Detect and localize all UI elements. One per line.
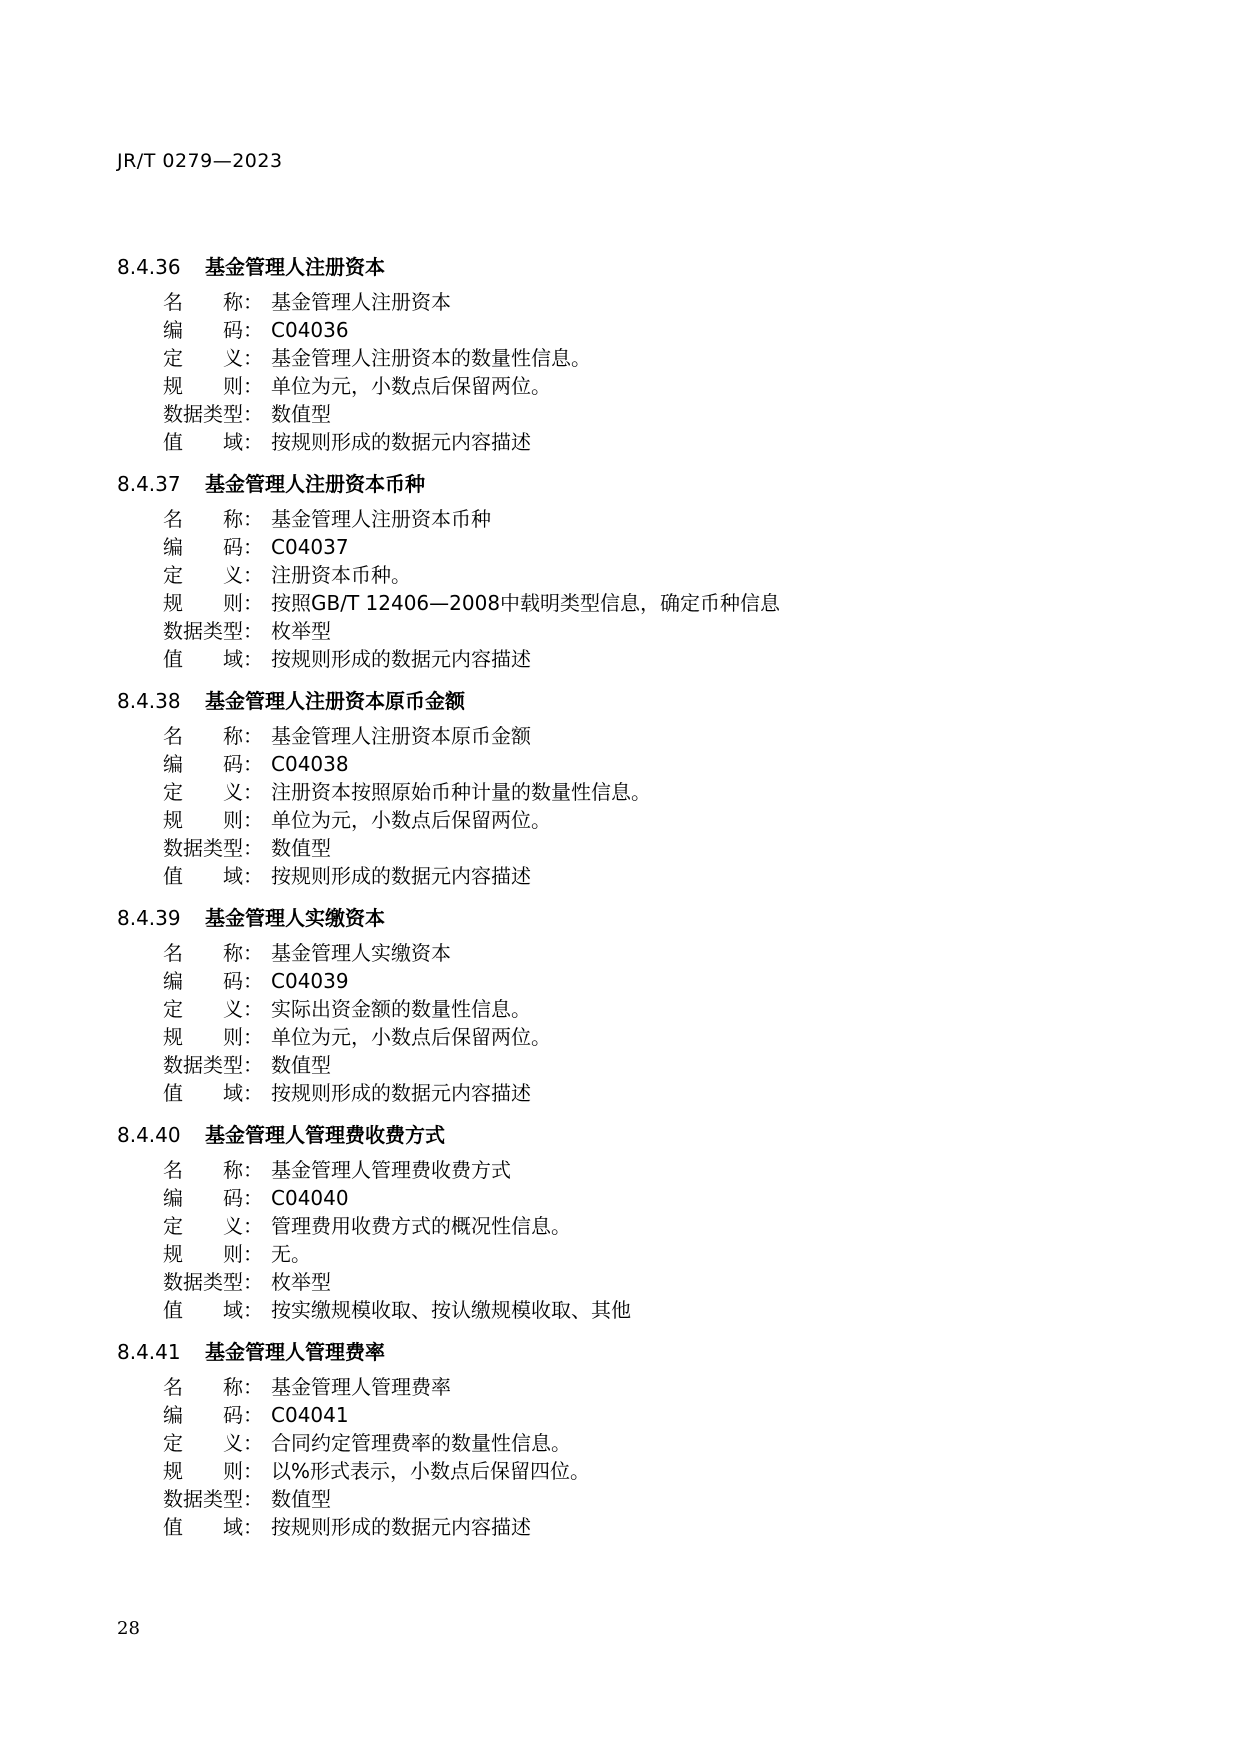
section-fields [163,1156,1127,1324]
field-value: 枚举型 [271,1270,331,1294]
field-label: 编 码： [163,318,263,342]
field-name [163,1156,1127,1184]
field-label: 值 域： [163,1515,263,1539]
field-data-type [163,400,1127,428]
field-code [163,1184,1127,1212]
field-value: 管理费用收费方式的概况性信息。 [271,1214,571,1238]
field-rule [163,589,1127,617]
field-code [163,967,1127,995]
section-title: 基金管理人管理费收费方式 [205,1123,445,1147]
field-label: 编 码： [163,1186,263,1210]
field-value: 数值型 [271,1487,331,1511]
section-fields [163,288,1127,456]
field-label: 定 义： [163,563,263,587]
field-value: 数值型 [271,1053,331,1077]
field-value-domain [163,1296,1127,1324]
field-label: 规 则： [163,1459,263,1483]
field-label: 编 码： [163,1403,263,1427]
field-label: 值 域： [163,647,263,671]
section-heading [117,1118,1127,1152]
section-fields [163,1373,1127,1541]
field-label: 编 码： [163,969,263,993]
field-value: 无。 [271,1242,311,1266]
field-value: 按规则形成的数据元内容描述 [271,647,531,671]
field-rule [163,372,1127,400]
field-value: 基金管理人管理费率 [271,1375,451,1399]
section-fields [163,722,1127,890]
field-value-domain [163,1079,1127,1107]
data-element-section [117,250,1127,456]
field-rule [163,1023,1127,1051]
field-value: 单位为元，小数点后保留两位。 [271,374,551,398]
section-number: 8.4.40 [117,1123,181,1147]
section-heading [117,250,1127,284]
field-value: 注册资本按照原始币种计量的数量性信息。 [271,780,651,804]
field-value: 按规则形成的数据元内容描述 [271,1515,531,1539]
data-element-section [117,901,1127,1107]
field-label: 值 域： [163,1298,263,1322]
field-value: 基金管理人注册资本 [271,290,451,314]
field-value: 基金管理人实缴资本 [271,941,451,965]
field-name [163,505,1127,533]
field-data-type [163,834,1127,862]
field-label: 值 域： [163,1081,263,1105]
field-value: 按照GB/T 12406—2008中载明类型信息，确定币种信息 [271,591,781,615]
field-label: 名 称： [163,290,263,314]
section-title: 基金管理人管理费率 [205,1340,385,1364]
section-heading [117,684,1127,718]
field-label: 数据类型： [163,619,263,643]
field-label: 值 域： [163,864,263,888]
field-rule [163,806,1127,834]
field-name [163,722,1127,750]
field-value-domain [163,645,1127,673]
section-heading [117,467,1127,501]
field-code [163,533,1127,561]
section-number: 8.4.41 [117,1340,181,1364]
field-rule [163,1240,1127,1268]
field-data-type [163,1051,1127,1079]
section-number: 8.4.38 [117,689,181,713]
field-label: 定 义： [163,1431,263,1455]
section-title: 基金管理人实缴资本 [205,906,385,930]
field-label: 名 称： [163,724,263,748]
field-label: 定 义： [163,780,263,804]
field-label: 值 域： [163,430,263,454]
section-number: 8.4.36 [117,255,181,279]
section-number: 8.4.39 [117,906,181,930]
field-label: 规 则： [163,591,263,615]
field-definition [163,344,1127,372]
field-value-domain [163,862,1127,890]
field-value: 以%形式表示，小数点后保留四位。 [271,1459,591,1483]
field-value: C04038 [271,752,349,776]
field-code [163,750,1127,778]
field-value: 合同约定管理费率的数量性信息。 [271,1431,571,1455]
field-value: 数值型 [271,402,331,426]
field-label: 规 则： [163,374,263,398]
field-label: 数据类型： [163,402,263,426]
section-title: 基金管理人注册资本原币金额 [205,689,465,713]
field-data-type [163,617,1127,645]
field-value: 基金管理人注册资本币种 [271,507,491,531]
data-element-section [117,684,1127,890]
page-number: 28 [117,1618,140,1639]
field-value: 实际出资金额的数量性信息。 [271,997,531,1021]
field-label: 名 称： [163,1375,263,1399]
field-value: 基金管理人注册资本原币金额 [271,724,531,748]
data-element-section [117,1335,1127,1541]
field-label: 规 则： [163,1242,263,1266]
field-label: 数据类型： [163,1270,263,1294]
field-value: 按规则形成的数据元内容描述 [271,1081,531,1105]
field-definition [163,1212,1127,1240]
field-value: C04036 [271,318,349,342]
field-data-type [163,1485,1127,1513]
field-label: 编 码： [163,752,263,776]
field-value: C04040 [271,1186,349,1210]
field-label: 规 则： [163,808,263,832]
section-number: 8.4.37 [117,472,181,496]
field-code [163,1401,1127,1429]
field-label: 规 则： [163,1025,263,1049]
field-value: C04039 [271,969,349,993]
field-value: 单位为元，小数点后保留两位。 [271,808,551,832]
field-definition [163,1429,1127,1457]
field-label: 定 义： [163,997,263,1021]
field-name [163,939,1127,967]
field-label: 名 称： [163,507,263,531]
field-value: 枚举型 [271,619,331,643]
field-data-type [163,1268,1127,1296]
field-label: 数据类型： [163,836,263,860]
field-value: C04037 [271,535,349,559]
field-value: 按实缴规模收取、按认缴规模收取、其他 [271,1298,631,1322]
field-definition [163,561,1127,589]
field-label: 定 义： [163,1214,263,1238]
data-element-section [117,1118,1127,1324]
section-title: 基金管理人注册资本币种 [205,472,425,496]
field-value: 单位为元，小数点后保留两位。 [271,1025,551,1049]
field-code [163,316,1127,344]
field-value: 基金管理人管理费收费方式 [271,1158,511,1182]
field-definition [163,995,1127,1023]
field-value: 按规则形成的数据元内容描述 [271,864,531,888]
section-fields [163,505,1127,673]
field-value: C04041 [271,1403,349,1427]
standard-code: JR/T 0279—2023 [117,150,283,172]
content-body [117,250,1127,1552]
field-value-domain [163,1513,1127,1541]
field-value: 注册资本币种。 [271,563,411,587]
field-label: 编 码： [163,535,263,559]
field-value-domain [163,428,1127,456]
field-name [163,288,1127,316]
section-title: 基金管理人注册资本 [205,255,385,279]
field-value: 数值型 [271,836,331,860]
field-value: 基金管理人注册资本的数量性信息。 [271,346,591,370]
field-label: 名 称： [163,941,263,965]
section-fields [163,939,1127,1107]
section-heading [117,1335,1127,1369]
field-rule [163,1457,1127,1485]
field-definition [163,778,1127,806]
section-heading [117,901,1127,935]
data-element-section [117,467,1127,673]
field-label: 数据类型： [163,1053,263,1077]
field-label: 定 义： [163,346,263,370]
field-name [163,1373,1127,1401]
field-value: 按规则形成的数据元内容描述 [271,430,531,454]
field-label: 数据类型： [163,1487,263,1511]
field-label: 名 称： [163,1158,263,1182]
